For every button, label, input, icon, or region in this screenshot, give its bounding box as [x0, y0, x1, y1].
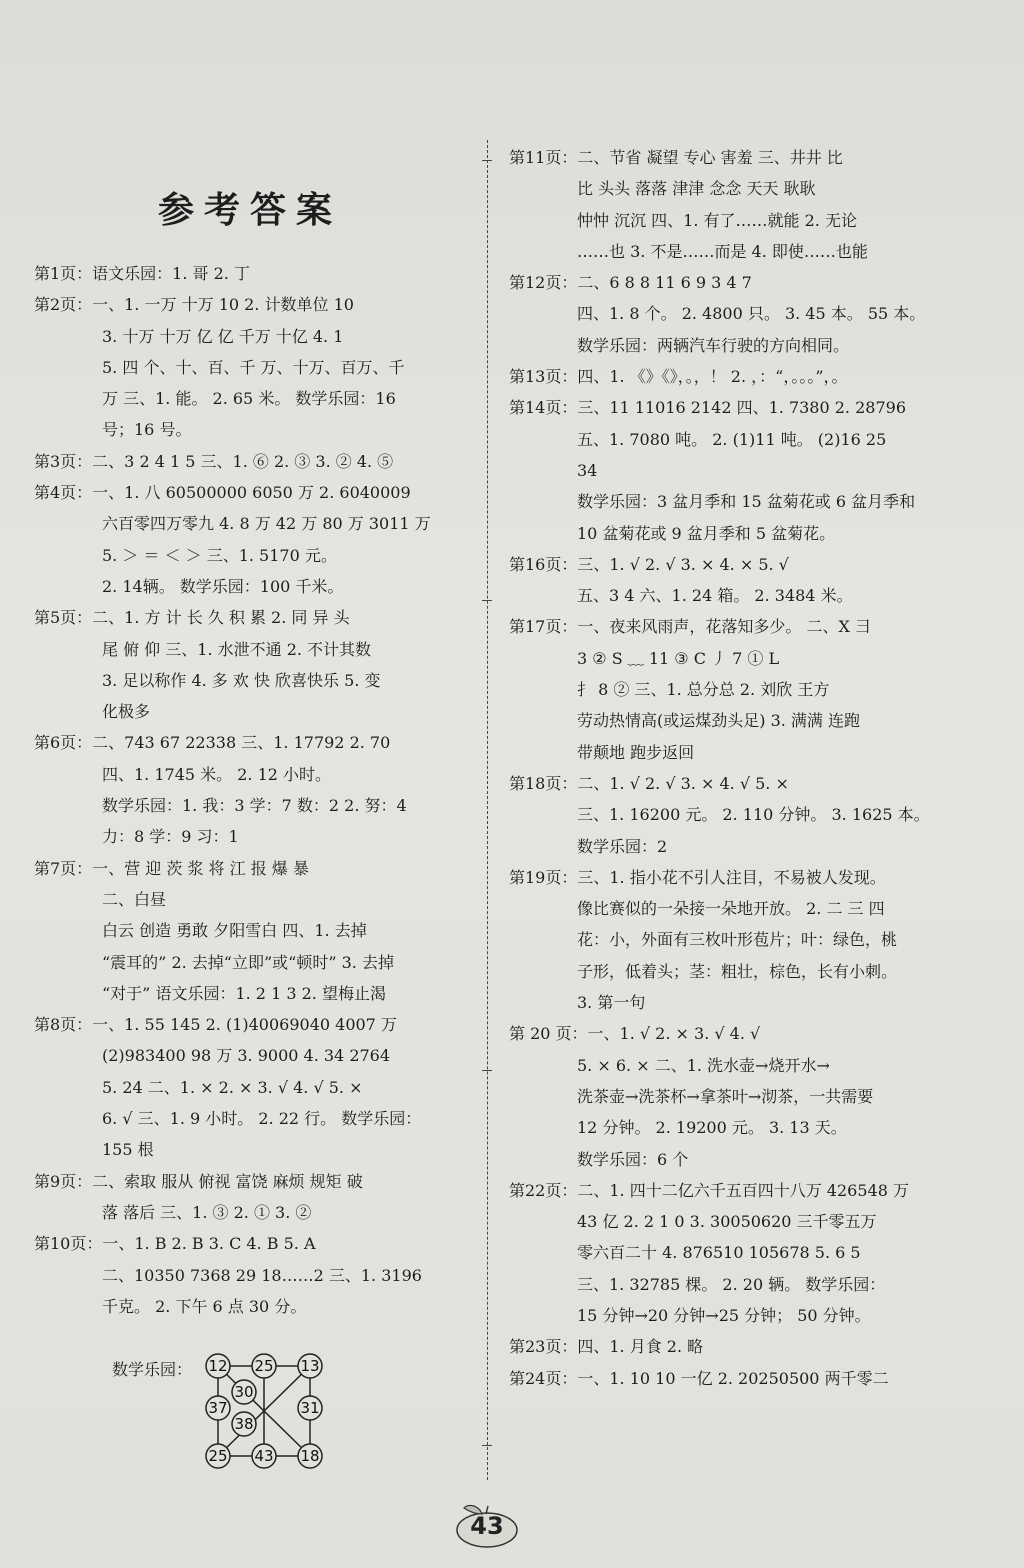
answer-line: 数学乐园：2: [577, 836, 668, 856]
number-puzzle-diagram: [198, 1352, 330, 1470]
right-answer-entry: [509, 862, 979, 1018]
answer-line: 第18页：二、1. √ 2. √ 3. × 4. √ 5. ×: [509, 773, 789, 793]
answer-line: 千克。 2. 下午 6 点 30 分。: [102, 1296, 307, 1316]
answer-line: 第19页：三、1. 指小花不引人注目，不易被人发现。: [509, 867, 886, 887]
page-number: 43: [470, 1512, 504, 1540]
answer-line: 2. 14辆。 数学乐园：100 千米。: [102, 576, 344, 596]
answer-line: 第17页：一、夜来风雨声，花落知多少。 二、X 彐: [509, 617, 871, 637]
answer-line: 第12页：二、6 8 8 11 6 9 3 4 7: [509, 273, 752, 293]
answer-line: 第16页：三、1. √ 2. √ 3. × 4. × 5. √: [509, 554, 789, 574]
right-answer-entry: [509, 768, 979, 862]
answer-line: 第 20 页：一、1. √ 2. × 3. √ 4. √: [509, 1024, 761, 1044]
left-answer-column: [34, 258, 474, 1322]
answer-line: 力：8 学：9 习：1: [102, 827, 239, 847]
answer-line: 3. 足以称作 4. 多 欢 快 欣喜快乐 5. 变: [102, 670, 381, 690]
right-answer-entry: [509, 142, 979, 267]
answer-line: 第11页：二、节省 凝望 专心 害羞 三、井井 比: [509, 148, 843, 167]
right-answer-entry: [509, 1331, 979, 1362]
answer-line: 五、1. 7080 吨。 2. (1)11 吨。 (2)16 25: [577, 429, 887, 449]
answer-line: 5. 24 二、1. × 2. × 3. √ 4. √ 5. ×: [102, 1077, 363, 1097]
answer-line: “对于” 语文乐园：1. 2 1 3 2. 望梅止渴: [102, 983, 386, 1003]
divider-tick: [482, 600, 492, 601]
left-answer-entry: [34, 258, 474, 289]
divider-tick: [482, 1445, 492, 1446]
answer-line: 扌 8 ② 三、1. 总分总 2. 刘欣 王方: [577, 680, 830, 700]
answer-line: 第4页：一、1. 八 60500000 6050 万 2. 6040009: [34, 483, 411, 503]
puzzle-number: 25: [208, 1447, 228, 1465]
answer-line: 第3页：二、3 2 4 1 5 三、1. ⑥ 2. ③ 3. ② 4. ⑤: [34, 451, 394, 471]
answer-line: 白云 创造 勇敢 夕阳雪白 四、1. 去掉: [102, 921, 367, 941]
answer-line: 第8页：一、1. 55 145 2. (1)40069040 4007 万: [34, 1015, 397, 1035]
answer-line: 像比赛似的一朵接一朵地开放。 2. 二 三 四: [577, 899, 885, 919]
right-answer-entry: [509, 1018, 979, 1174]
right-answer-entry: [509, 361, 979, 392]
divider-tick: [482, 160, 492, 161]
answer-line: 10 盆菊花或 9 盆月季和 5 盆菊花。: [577, 523, 836, 543]
answer-line: 四、1. 8 个。 2. 4800 只。 3. 45 本。 55 本。: [577, 304, 926, 324]
answer-line: (2)983400 98 万 3. 9000 4. 34 2764: [102, 1046, 391, 1066]
answer-line: 万 三、1. 能。 2. 65 米。 数学乐园：16: [102, 389, 396, 409]
answer-line: 第13页：四、1. 《》《》，。，！ 2. ，：“，。。。”，。: [509, 367, 848, 387]
answer-line: 6. √ 三、1. 9 小时。 2. 22 行。 数学乐园：: [102, 1109, 422, 1129]
left-answer-entry: [34, 602, 474, 727]
answer-line: 洗茶壶→洗茶杯→拿茶叶→沏茶，一共需要: [577, 1086, 874, 1106]
puzzle-number: 31: [300, 1399, 320, 1417]
puzzle-number: 12: [208, 1357, 228, 1375]
left-answer-entry: [34, 289, 474, 445]
left-answer-entry: [34, 853, 474, 1009]
answer-line: 第23页：四、1. 月食 2. 略: [509, 1337, 704, 1357]
answer-line: 5. × 6. × 二、1. 洗水壶→烧开水→: [577, 1055, 830, 1075]
answer-line: 5. 四 个、十、百、千 万、十万、百万、千: [102, 357, 405, 377]
answer-line: 四、1. 1745 米。 2. 12 小时。: [102, 764, 332, 784]
answer-line: 第6页：二、743 67 22338 三、1. 17792 2. 70: [34, 733, 391, 753]
puzzle-number: 37: [208, 1399, 228, 1417]
right-answer-entry: [509, 1363, 979, 1394]
answer-line: 比 头头 落落 津津 念念 天天 耿耿: [577, 179, 816, 199]
answer-line: 二、白昼: [102, 889, 167, 909]
puzzle-label: 数学乐园：: [112, 1360, 193, 1379]
answer-line: 3. 十万 十万 亿 亿 千万 十亿 4. 1: [102, 326, 344, 346]
answer-line: 尾 俯 仰 三、1. 水泄不通 2. 不计其数: [102, 639, 372, 659]
left-answer-entry: [34, 446, 474, 477]
puzzle-number: 18: [300, 1447, 320, 1465]
divider-tick: [482, 1070, 492, 1071]
answer-line: 第5页：二、1. 方 计 长 久 积 累 2. 同 异 头: [34, 608, 350, 628]
left-answer-entry: [34, 1009, 474, 1165]
page-number-badge: [452, 1500, 522, 1550]
answer-line: 数学乐园：1. 我：3 学：7 数：2 2. 努：4: [102, 796, 407, 816]
left-answer-entry: [34, 477, 474, 602]
answer-line: 五、3 4 六、1. 24 箱。 2. 3484 米。: [577, 586, 853, 606]
answer-line: 花：小，外面有三枚叶形苞片；叶：绿色，桃: [577, 930, 898, 950]
answer-line: 5. ＞ ＝ ＜ ＞ 三、1. 5170 元。: [102, 545, 337, 565]
answer-line: 化极多: [102, 702, 151, 722]
right-answer-entry: [509, 1175, 979, 1331]
puzzle-number: 13: [300, 1357, 320, 1375]
left-answer-entry: [34, 1228, 474, 1322]
puzzle-number: 30: [234, 1383, 254, 1401]
answer-line: 第22页：二、1. 四十二亿六千五百四十八万 426548 万: [509, 1180, 909, 1200]
answer-line: “震耳的” 2. 去掉“立即”或“顿时” 3. 去掉: [102, 952, 394, 972]
puzzle-number: 25: [254, 1357, 274, 1375]
answer-line: 第9页：二、索取 服从 俯视 富饶 麻烦 规矩 破: [34, 1171, 363, 1191]
right-answer-entry: [509, 611, 979, 767]
answer-line: 43 亿 2. 2 1 0 3. 30050620 三千零五万: [577, 1212, 877, 1232]
left-answer-entry: [34, 727, 474, 852]
answer-line: 3 ② S ﹏ 11 ③ C 丿 7 ① L: [577, 648, 780, 668]
answer-line: 六百零四万零九 4. 8 万 42 万 80 万 3011 万: [102, 514, 431, 534]
right-answer-entry: [509, 392, 979, 548]
answer-line: 忡忡 沉沉 四、1. 有了……就能 2. 无论: [577, 210, 857, 230]
puzzle-number: 38: [234, 1415, 254, 1433]
answer-line: 第14页：三、11 11016 2142 四、1. 7380 2. 28796: [509, 398, 907, 418]
answer-line: 34: [577, 460, 598, 480]
right-answer-entry: [509, 267, 979, 361]
puzzle-number: 43: [254, 1447, 274, 1465]
answer-line: 号；16 号。: [102, 420, 192, 440]
left-answer-entry: [34, 1166, 474, 1229]
answer-line: 第1页：语文乐园：1. 哥 2. 丁: [34, 264, 250, 283]
answer-line: 带颠地 跑步返回: [577, 742, 695, 762]
page-title: 参考答案: [157, 189, 342, 231]
answer-line: 数学乐园：3 盆月季和 15 盆菊花或 6 盆月季和: [577, 492, 916, 512]
answer-line: 3. 第一句: [577, 993, 646, 1013]
answer-line: 子形，低着头；茎：粗壮，棕色，长有小刺。: [577, 961, 898, 981]
column-divider: [487, 140, 488, 1480]
answer-line: 劳动热情高(或运煤劲头足) 3. 满满 连跑: [577, 711, 861, 731]
answer-line: ……也 3. 不是……而是 4. 即使……也能: [577, 241, 868, 261]
answer-line: 12 分钟。 2. 19200 元。 3. 13 天。: [577, 1118, 847, 1138]
right-answer-column: [509, 142, 979, 1394]
answer-line: 三、1. 32785 棵。 2. 20 辆。 数学乐园：: [577, 1274, 886, 1294]
answer-line: 落 落后 三、1. ③ 2. ① 3. ②: [102, 1202, 312, 1222]
answer-line: 数学乐园：两辆汽车行驶的方向相同。: [577, 335, 850, 355]
right-answer-entry: [509, 549, 979, 612]
answer-line: 第24页：一、1. 10 10 一亿 2. 20250500 两千零二: [509, 1368, 889, 1388]
answer-line: 第10页：一、1. B 2. B 3. C 4. B 5. A: [34, 1234, 316, 1254]
answer-line: 15 分钟→20 分钟→25 分钟； 50 分钟。: [577, 1305, 871, 1325]
answer-line: 数学乐园：6 个: [577, 1149, 689, 1169]
answer-line: 第2页：一、1. 一万 十万 10 2. 计数单位 10: [34, 295, 354, 315]
answer-line: 零六百二十 4. 876510 105678 5. 6 5: [577, 1243, 861, 1263]
answer-line: 二、10350 7368 29 18……2 三、1. 3196: [102, 1265, 422, 1285]
answer-line: 第7页：一、营 迎 茨 浆 将 江 报 爆 暴: [34, 858, 309, 878]
answer-line: 三、1. 16200 元。 2. 110 分钟。 3. 1625 本。: [577, 805, 930, 825]
answer-line: 155 根: [102, 1140, 154, 1160]
